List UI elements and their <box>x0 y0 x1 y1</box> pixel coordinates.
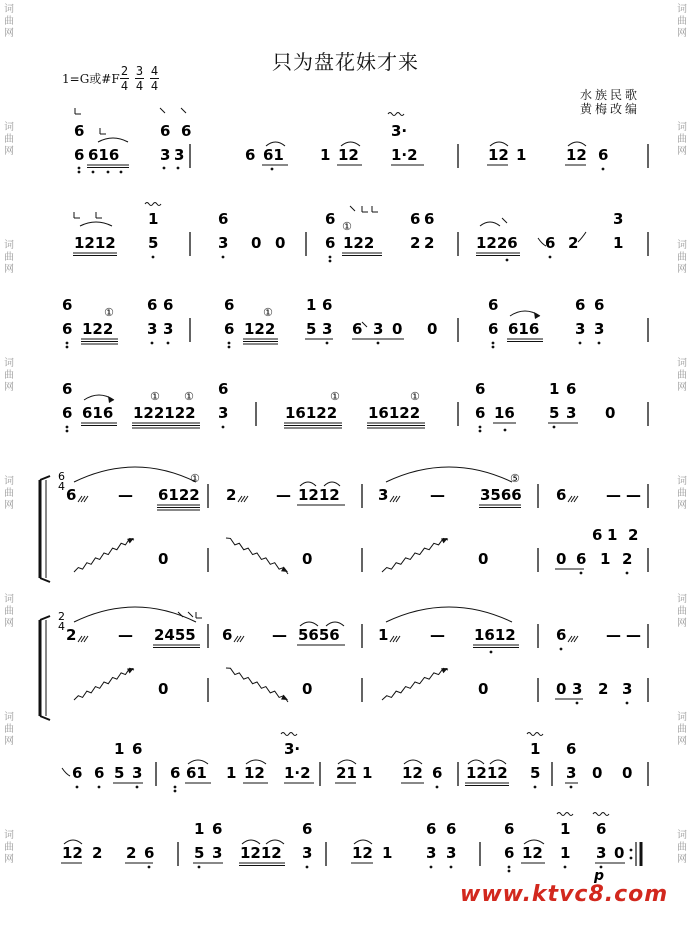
note: 616 <box>508 320 540 338</box>
octave-dot <box>579 342 582 345</box>
glissando-line <box>382 668 448 700</box>
octave-dot <box>151 342 154 345</box>
note: 6 <box>594 296 605 314</box>
note: 0 <box>592 764 603 782</box>
note: 122122 <box>133 404 196 422</box>
note: 12 <box>338 146 359 164</box>
meter-4-4: 4 4 <box>150 64 159 93</box>
phrase-slur <box>386 467 512 482</box>
note: — <box>276 486 291 504</box>
octave-dot <box>120 171 123 174</box>
octave-dot <box>329 260 332 263</box>
note: 0 <box>614 844 625 862</box>
octave-dot <box>92 171 95 174</box>
note: 6122 <box>158 486 200 504</box>
note: 6 <box>62 296 73 314</box>
note: 3 <box>322 320 333 338</box>
note: 6 <box>556 486 567 504</box>
glissando-line <box>74 538 134 572</box>
octave-dot <box>78 171 81 174</box>
note: 3 <box>302 844 313 862</box>
margin-char-group: 词 曲 网 <box>4 122 14 157</box>
octave-dot <box>534 786 537 789</box>
octave-dot <box>508 866 511 869</box>
glissando-line <box>226 668 288 702</box>
octave-dot <box>570 786 573 789</box>
glissando-arrow <box>281 567 288 572</box>
note: 0 <box>605 404 616 422</box>
note: 5 <box>148 234 159 252</box>
note: 12 <box>522 844 543 862</box>
origin-credit: 水族民歌 <box>579 88 640 102</box>
note: 5 <box>194 844 205 862</box>
note: 6 <box>147 296 158 314</box>
note: 616 <box>82 404 114 422</box>
note: 6 <box>475 380 486 398</box>
meter-3-4: 3 4 <box>135 64 144 93</box>
note: 12 <box>566 146 587 164</box>
note: 1 <box>226 764 237 782</box>
octave-dot <box>228 342 231 345</box>
note: 6 <box>132 740 143 758</box>
system-bracket <box>40 476 50 480</box>
note: 1212 <box>298 486 340 504</box>
note: 6 <box>222 626 233 644</box>
octave-dot <box>564 866 567 869</box>
site-watermark: www.ktvc8.com <box>460 882 669 907</box>
trill-mark <box>557 813 573 816</box>
trill-mark <box>527 733 543 736</box>
octave-dot <box>508 870 511 873</box>
octave-dot <box>177 167 180 170</box>
note: 12 <box>62 844 83 862</box>
note: 6 <box>62 320 73 338</box>
octave-dot <box>479 426 482 429</box>
octave-dot <box>271 168 274 171</box>
note: 3· <box>284 740 301 758</box>
octave-dot <box>222 426 225 429</box>
note: 3 <box>218 234 229 252</box>
system-bracket <box>40 578 50 582</box>
note: 6 <box>556 626 567 644</box>
note: 6 <box>245 146 256 164</box>
glissando-line <box>74 668 134 700</box>
glissando-line <box>382 538 448 572</box>
note: 6 <box>504 844 515 862</box>
octave-dot <box>506 259 509 262</box>
margin-char-group: 词 曲 网 <box>677 122 687 157</box>
note: — <box>430 486 445 504</box>
margin-char-group: 词 曲 网 <box>677 4 687 39</box>
note: 3566 <box>480 486 522 504</box>
note: 0 <box>556 680 567 698</box>
octave-dot <box>598 342 601 345</box>
ornament-tick <box>160 108 165 113</box>
note: 6 <box>325 234 336 252</box>
octave-dot <box>450 866 453 869</box>
note: 1 <box>382 844 393 862</box>
note: 21 <box>336 764 357 782</box>
octave-dot <box>549 256 552 259</box>
note: 6 <box>545 234 556 252</box>
note: 6 <box>488 320 499 338</box>
slur <box>480 222 500 226</box>
octave-dot <box>78 167 81 170</box>
note: 3 <box>575 320 586 338</box>
fingering-mark: ① <box>184 390 194 403</box>
trill-mark <box>281 733 297 736</box>
system-bracket <box>40 616 50 620</box>
note: 6 <box>62 380 73 398</box>
note: — <box>626 626 641 644</box>
note: 1212 <box>466 764 508 782</box>
note: 2 <box>410 234 421 252</box>
note: 1 <box>378 626 389 644</box>
meter-bottom: 4 <box>58 480 65 493</box>
note: 3· <box>391 122 408 140</box>
note: 3 <box>218 404 229 422</box>
note: 6 <box>72 764 83 782</box>
margin-char-group: 词 曲 网 <box>677 830 687 865</box>
note: 0 <box>302 550 313 568</box>
note: 122 <box>343 234 375 252</box>
glide-mark <box>578 232 586 242</box>
note: 3 <box>566 764 577 782</box>
slur <box>80 222 112 226</box>
octave-dot <box>329 256 332 259</box>
song-title: 只为盘花妹才来 <box>272 50 419 74</box>
note: 6 <box>566 380 577 398</box>
note: 6 <box>504 820 515 838</box>
note: 6 <box>212 820 223 838</box>
note: — <box>118 626 133 644</box>
note: 5656 <box>298 626 340 644</box>
note: 6 <box>224 320 235 338</box>
note: 1·2 <box>391 146 418 164</box>
note: 3 <box>163 320 174 338</box>
trill-mark <box>388 113 404 116</box>
note: 5 <box>549 404 560 422</box>
fingering-mark: ① <box>150 390 160 403</box>
note: 61 <box>186 764 207 782</box>
note: 16122 <box>285 404 338 422</box>
meter-top: 6 <box>58 470 65 483</box>
octave-dot <box>326 342 329 345</box>
margin-char-group: 词 曲 网 <box>4 712 14 747</box>
octave-dot <box>492 342 495 345</box>
octave-dot <box>174 790 177 793</box>
note: 1212 <box>74 234 116 252</box>
ornament-tick <box>350 206 355 211</box>
note: 3 <box>373 320 384 338</box>
glissando-line <box>226 538 288 574</box>
note: 1 <box>613 234 624 252</box>
note: 0 <box>556 550 567 568</box>
note: 0 <box>302 680 313 698</box>
note: 0 <box>427 320 438 338</box>
fingering-mark: ① <box>330 390 340 403</box>
octave-dot <box>228 346 231 349</box>
note: 1 <box>320 146 331 164</box>
note: 1 <box>549 380 560 398</box>
note: 2 <box>226 486 237 504</box>
slur <box>98 138 128 142</box>
octave-dot <box>66 430 69 433</box>
margin-char-group: 词 曲 网 <box>4 594 14 629</box>
note: 2 <box>628 526 639 544</box>
phrase-slur <box>386 607 512 622</box>
note: 5 <box>114 764 125 782</box>
octave-dot <box>66 346 69 349</box>
slur-arrow <box>534 312 540 319</box>
note: 0 <box>478 550 489 568</box>
note: 6 <box>144 844 155 862</box>
note: 16122 <box>368 404 421 422</box>
note: — <box>606 486 621 504</box>
note: 6 <box>576 550 587 568</box>
note: 0 <box>275 234 286 252</box>
note: — <box>606 626 621 644</box>
note: 1 <box>530 740 541 758</box>
note: 3 <box>174 146 185 164</box>
note: 6 <box>160 122 171 140</box>
note: 12 <box>352 844 373 862</box>
note: 1 <box>600 550 611 568</box>
note: 3 <box>132 764 143 782</box>
octave-dot <box>98 786 101 789</box>
margin-char-group: 词 曲 网 <box>677 594 687 629</box>
trill-mark <box>145 203 161 206</box>
margin-char-group: 词 曲 网 <box>677 476 687 511</box>
note: 12 <box>402 764 423 782</box>
fingering-mark: ① <box>410 390 420 403</box>
octave-dot <box>436 786 439 789</box>
octave-dot <box>66 342 69 345</box>
note: 1612 <box>474 626 516 644</box>
note: 3 <box>212 844 223 862</box>
margin-char-group: 词 曲 网 <box>677 358 687 393</box>
system-bracket <box>40 716 50 720</box>
note: 6 <box>181 122 192 140</box>
note: 6 <box>302 820 313 838</box>
fingering-mark: ① <box>263 306 273 319</box>
note: 3 <box>572 680 583 698</box>
trill-mark <box>593 813 609 816</box>
note: 122 <box>82 320 114 338</box>
note: 3 <box>594 320 605 338</box>
note: 6 <box>322 296 333 314</box>
note: 1 <box>560 844 571 862</box>
note: 6 <box>598 146 609 164</box>
note: 122 <box>244 320 276 338</box>
octave-dot <box>626 702 629 705</box>
note: 1 <box>114 740 125 758</box>
fingering-mark: ① <box>342 220 352 233</box>
octave-dot <box>626 572 629 575</box>
note: 6 <box>170 764 181 782</box>
octave-dot <box>560 648 563 651</box>
margin-char-group: 词 曲 网 <box>4 358 14 393</box>
margin-char-group: 词 曲 网 <box>677 712 687 747</box>
octave-dot <box>504 429 507 432</box>
note: 6 <box>74 122 85 140</box>
note: 2 <box>598 680 609 698</box>
note: 1 <box>306 296 317 314</box>
note: — <box>272 626 287 644</box>
octave-dot <box>479 430 482 433</box>
note: 6 <box>575 296 586 314</box>
note: 1 <box>194 820 205 838</box>
note: 0 <box>478 680 489 698</box>
note: 2 <box>92 844 103 862</box>
octave-dot <box>490 651 493 654</box>
note: 3 <box>147 320 158 338</box>
note: 3 <box>566 404 577 422</box>
note: 6 <box>325 210 336 228</box>
note: 3 <box>446 844 457 862</box>
note: 2 <box>126 844 137 862</box>
note: 6 <box>66 486 77 504</box>
octave-dot <box>152 256 155 259</box>
octave-dot <box>430 866 433 869</box>
octave-dot <box>66 426 69 429</box>
note: 6 <box>94 764 105 782</box>
margin-char-group: 词 曲 网 <box>4 476 14 511</box>
note: 0 <box>622 764 633 782</box>
note: 2 <box>622 550 633 568</box>
note: 16 <box>494 404 515 422</box>
note: 0 <box>251 234 262 252</box>
note: 6 <box>566 740 577 758</box>
margin-char-group: 词 曲 网 <box>677 240 687 275</box>
note: 1·2 <box>284 764 311 782</box>
note: 6 <box>592 526 603 544</box>
octave-dot <box>167 342 170 345</box>
note: 6 <box>74 146 85 164</box>
slur-arrow <box>108 396 114 403</box>
note: 1 <box>362 764 373 782</box>
octave-dot <box>76 786 79 789</box>
note: 0 <box>158 680 169 698</box>
note: 3 <box>160 146 171 164</box>
note: 6 <box>424 210 435 228</box>
arranger-credit: 黄梅改编 <box>579 102 640 116</box>
note: 1 <box>148 210 159 228</box>
note: 6 <box>62 404 73 422</box>
octave-dot <box>553 426 556 429</box>
note: 1212 <box>240 844 282 862</box>
octave-dot <box>163 167 166 170</box>
note: 61 <box>263 146 284 164</box>
note: 6 <box>432 764 443 782</box>
margin-char-group: 词 曲 网 <box>4 4 14 39</box>
note: 3 <box>596 844 607 862</box>
octave-dot <box>148 866 151 869</box>
octave-dot <box>306 866 309 869</box>
meter-2-4: 2 4 <box>120 64 129 93</box>
ornament-tick <box>502 218 507 223</box>
note: 5 <box>306 320 317 338</box>
note: 1 <box>560 820 571 838</box>
note: 3 <box>622 680 633 698</box>
fingering-mark: ① <box>190 472 200 485</box>
note: 12 <box>244 764 265 782</box>
repeat-dot <box>630 857 633 860</box>
note: 6 <box>596 820 607 838</box>
margin-char-group: 词 曲 网 <box>4 240 14 275</box>
note: 2455 <box>154 626 196 644</box>
note: 2 <box>568 234 579 252</box>
note: 6 <box>218 380 229 398</box>
note: 6 <box>488 296 499 314</box>
note: — <box>118 486 133 504</box>
note: 2 <box>424 234 435 252</box>
note: 6 <box>352 320 363 338</box>
glide-mark <box>62 768 70 776</box>
note: 3 <box>426 844 437 862</box>
meter-bottom: 4 <box>58 620 65 633</box>
phrase-slur <box>74 607 196 622</box>
note: 6 <box>218 210 229 228</box>
note: 1 <box>516 146 527 164</box>
note: 616 <box>88 146 120 164</box>
phrase-slur <box>74 467 196 482</box>
note: 6 <box>224 296 235 314</box>
octave-dot <box>580 572 583 575</box>
octave-dot <box>107 171 110 174</box>
note: 3 <box>378 486 389 504</box>
octave-dot <box>222 256 225 259</box>
ornament-tick <box>362 322 367 327</box>
note: 12 <box>488 146 509 164</box>
ornament-tick <box>181 108 186 113</box>
note: 1 <box>607 526 618 544</box>
glissando-arrow <box>281 695 288 700</box>
note: 6 <box>163 296 174 314</box>
octave-dot <box>492 346 495 349</box>
note: 2 <box>66 626 77 644</box>
note: 0 <box>392 320 403 338</box>
note: 1226 <box>476 234 518 252</box>
fingering-mark: ⑤ <box>510 472 520 485</box>
fingering-mark: ① <box>104 306 114 319</box>
margin-char-group: 词 曲 网 <box>4 830 14 865</box>
note: 6 <box>475 404 486 422</box>
octave-dot <box>174 786 177 789</box>
octave-dot <box>602 168 605 171</box>
ornament-tick <box>188 612 193 617</box>
note: — <box>430 626 445 644</box>
key-signature: 1=G或#F <box>62 72 120 86</box>
note: 5 <box>530 764 541 782</box>
note: 6 <box>426 820 437 838</box>
note: — <box>626 486 641 504</box>
meter-top: 2 <box>58 610 65 623</box>
octave-dot <box>198 866 201 869</box>
note: 6 <box>410 210 421 228</box>
note: 3 <box>613 210 624 228</box>
octave-dot <box>377 342 380 345</box>
note: 0 <box>158 550 169 568</box>
note: 6 <box>446 820 457 838</box>
dynamic-mark: p <box>594 868 605 884</box>
octave-dot <box>576 702 579 705</box>
repeat-dot <box>630 849 633 852</box>
octave-dot <box>136 786 139 789</box>
